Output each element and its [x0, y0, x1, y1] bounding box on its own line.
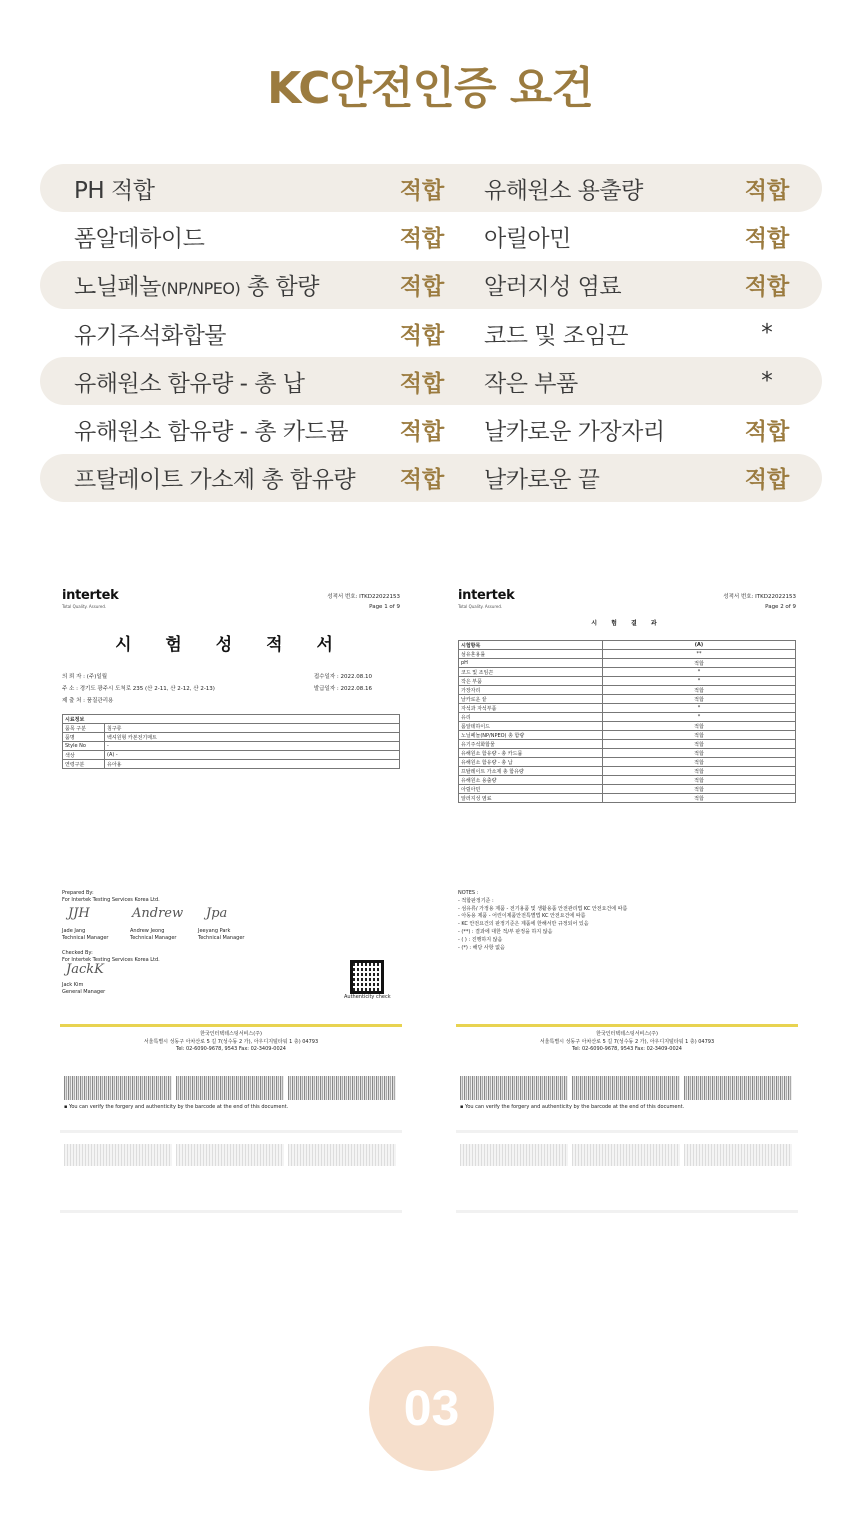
received-date: 접수일자 : 2022.08.10: [313, 674, 372, 680]
requirement-right-result: 적합: [744, 274, 790, 301]
requirement-row: [40, 212, 822, 260]
barcode: [572, 1076, 680, 1100]
checker-signature: JackK: [66, 962, 104, 977]
results-table: 시험항목 (A) 섬유혼용률 ** pH 적합 코드 및 조임끈 * 작은 부품 * 가장자리 적합 날카로운 끝 적합 자석과 자석부품 * 유리 * 폼알데하이드 적합 노닐페놀(NP/NPEO) 총 함량 적합 유기주석화합물 적합 유해원소 함유량 - 총 카드뮴 적합 유해원소 함유량 - 총 납 적합 프탈레이트 가소제 총 함유량 적합 유해원소 용출량 적합 아릴아민 적합 알러지성 염료 적합: [458, 640, 796, 803]
table-row: 색상 (A) -: [63, 751, 400, 760]
requirement-left-result: 적합: [399, 177, 445, 204]
requirement-right-item: 작은 부품: [484, 370, 578, 397]
checker: Jack Kim General Manager: [62, 982, 106, 995]
table-row: 노닐페놀(NP/NPEO) 총 함량 적합: [459, 731, 796, 740]
requirement-row: [40, 454, 822, 502]
requirement-left-result: 적합: [399, 225, 445, 252]
sample-info-table: [62, 714, 400, 769]
requirement-left-item: 폼알데하이드: [74, 225, 205, 252]
requirement-left-item: 유해원소 함유량 - 총 납: [74, 370, 305, 397]
requirement-row: [40, 357, 822, 405]
sample-info-title: 시료정보: [63, 715, 400, 724]
issued-date: 발급일자 : 2022.08.16: [313, 686, 372, 692]
faint-line: [60, 1210, 402, 1213]
requirement-right-item: 날카로운 가장자리: [484, 419, 665, 446]
barcode: [460, 1076, 568, 1100]
certificate-number: 성적서 번호: ITKD22022153 Page 1 of 9: [327, 594, 400, 610]
table-row: 섬유혼용률 **: [459, 650, 796, 659]
requirement-right-result: 적합: [744, 419, 790, 446]
results-heading: 시 험 결 과: [591, 620, 663, 627]
requirement-right-item: 날카로운 끝: [484, 467, 600, 494]
table-row: 품명 벡셔원형 카본전기매트: [63, 733, 400, 742]
notes: NOTES : - 적합판정기준 : - 섬유류/ 가정용 제품 - 전기용품 및 생활용품 안전관리법 KC 안전요건에 따름 - 아동용 제품 - 어린이제품안전특별법 KC 안전요건에 따름 - KC 안전요건의 판정기준은 제품에 한해서만 규정되어 있음 - (**) : 결과에 대한 적/부 판정을 하지 않음 - ( ) : 진행하지 않음 - (*) : 해당 사항 없음: [458, 890, 628, 951]
requirement-left-item: 노닐페놀(NP/NPEO) 총 함량: [74, 274, 319, 301]
client-address: 주 소 : 경기도 광주시 도척로 235 (산 2-11, 산 2-12, 산 2-13): [62, 686, 215, 692]
requirement-right-result: *: [761, 368, 773, 395]
faint-barcode: [572, 1144, 680, 1166]
signature-2: Andrew: [132, 906, 184, 921]
barcode: [288, 1076, 396, 1100]
requirement-left-item: 유기주석화합물: [74, 322, 227, 349]
requirement-left-result: 적합: [399, 419, 445, 446]
section-number-badge: 03: [369, 1346, 494, 1471]
requirement-right-result: 적합: [744, 467, 790, 494]
signer-1: Jade Jang Technical Manager: [62, 928, 109, 941]
table-row: 유해원소 용출량 적합: [459, 776, 796, 785]
requirement-left-result: 적합: [399, 274, 445, 301]
requirement-row: [40, 405, 822, 453]
faint-line: [456, 1130, 798, 1133]
barcode: [64, 1076, 172, 1100]
requirement-right-item: 아릴아민: [484, 225, 571, 252]
certificate-number: 성적서 번호: ITKD22022153 Page 2 of 9: [723, 594, 796, 610]
barcode: [176, 1076, 284, 1100]
table-row: 날카로운 끝 적합: [459, 695, 796, 704]
requirement-left-item: 프탈레이트 가소제 총 함유량: [74, 467, 356, 494]
qr-code[interactable]: [350, 960, 384, 994]
checked-by: Checked By: For Intertek Testing Services Korea Ltd.: [62, 950, 160, 963]
requirement-left-item: PH 적합: [74, 177, 155, 204]
table-row: 코드 및 조임끈 *: [459, 668, 796, 677]
table-row: 연령구분 유아용: [63, 760, 400, 769]
table-row: 유리 *: [459, 713, 796, 722]
table-row: 유기주석화합물 적합: [459, 740, 796, 749]
table-row: Style No -: [63, 742, 400, 751]
table-row: 자석과 자석부품 *: [459, 704, 796, 713]
authenticity-check: Authenticity check: [344, 994, 391, 1000]
signer-2: Andrew Jeong Technical Manager: [130, 928, 177, 941]
requirement-left-result: 적합: [399, 370, 445, 397]
requirement-left-result: 적합: [399, 467, 445, 494]
requirement-right-result: *: [761, 320, 773, 347]
table-row: 품목 구분 침구류: [63, 724, 400, 733]
requirement-row: [40, 309, 822, 357]
footer-address: 한국인터텍테스팅서비스(주) 서울특별시 성동구 아차산로 5 길 7(성수동 2 가), 아우디지털타워 1 층) 04793 Tel: 02-6090-9678, 9543 Fax: 02-3409-0024: [539, 1031, 715, 1052]
certificate-page-2: [456, 578, 798, 1218]
requirement-right-result: 적합: [744, 225, 790, 252]
faint-line: [456, 1210, 798, 1213]
barcode: [684, 1076, 792, 1100]
divider: [60, 1024, 402, 1027]
signature-1: JJH: [68, 906, 90, 921]
verify-note: ▪ You can verify the forgery and authenticity by the barcode at the end of this document.: [64, 1104, 289, 1110]
purpose: 제 출 처 : 품질관리용: [62, 698, 114, 704]
requirement-right-item: 알러지성 염료: [484, 274, 622, 301]
faint-barcode: [64, 1144, 172, 1166]
requirement-right-result: 적합: [744, 177, 790, 204]
table-row: 가장자리 적합: [459, 686, 796, 695]
table-row: 작은 부품 *: [459, 677, 796, 686]
faint-barcode: [460, 1144, 568, 1166]
logo-tagline: Total Quality. Assured.: [62, 604, 107, 609]
signer-3: Jeeyang Park Technical Manager: [198, 928, 245, 941]
footer-address: 한국인터텍테스팅서비스(주) 서울특별시 성동구 아차산로 5 길 7(성수동 2 가), 아우디지털타워 1 층) 04793 Tel: 02-6090-9678, 9543 Fax: 02-3409-0024: [143, 1031, 319, 1052]
requirement-right-item: 유해원소 용출량: [484, 177, 643, 204]
requirement-right-item: 코드 및 조임끈: [484, 322, 628, 349]
requirements-table: [40, 164, 822, 502]
table-row: 폼알데하이드 적합: [459, 722, 796, 731]
table-row: 유해원소 함유량 - 총 납 적합: [459, 758, 796, 767]
intertek-logo: intertek: [458, 588, 515, 603]
prepared-by: Prepared By: For Intertek Testing Services Korea Ltd.: [62, 890, 160, 903]
requirement-left-item: 유해원소 함유량 - 총 카드뮴: [74, 419, 348, 446]
table-row: 유해원소 함유량 - 총 카드뮴 적합: [459, 749, 796, 758]
requirement-row: [40, 261, 822, 309]
intertek-logo: intertek: [62, 588, 119, 603]
table-row: 프탈레이트 가소제 총 함유량 적합: [459, 767, 796, 776]
requirement-left-result: 적합: [399, 322, 445, 349]
logo-tagline: Total Quality. Assured.: [458, 604, 503, 609]
signature-3: Jpa: [206, 906, 228, 921]
divider: [456, 1024, 798, 1027]
client: 의 뢰 자 : (주)일월: [62, 674, 108, 680]
table-row: 알러지성 염료 적합: [459, 794, 796, 803]
faint-barcode: [684, 1144, 792, 1166]
requirement-row: [40, 164, 822, 212]
faint-barcode: [176, 1144, 284, 1166]
faint-line: [60, 1130, 402, 1133]
page-title: KC안전인증 요건: [267, 63, 593, 114]
faint-barcode: [288, 1144, 396, 1166]
verify-note: ▪ You can verify the forgery and authenticity by the barcode at the end of this document.: [460, 1104, 685, 1110]
certificate-heading: 시 험 성 적 서: [115, 635, 347, 655]
table-row: 아릴아민 적합: [459, 785, 796, 794]
certificate-page-1: [60, 578, 402, 1218]
table-row: pH 적합: [459, 659, 796, 668]
